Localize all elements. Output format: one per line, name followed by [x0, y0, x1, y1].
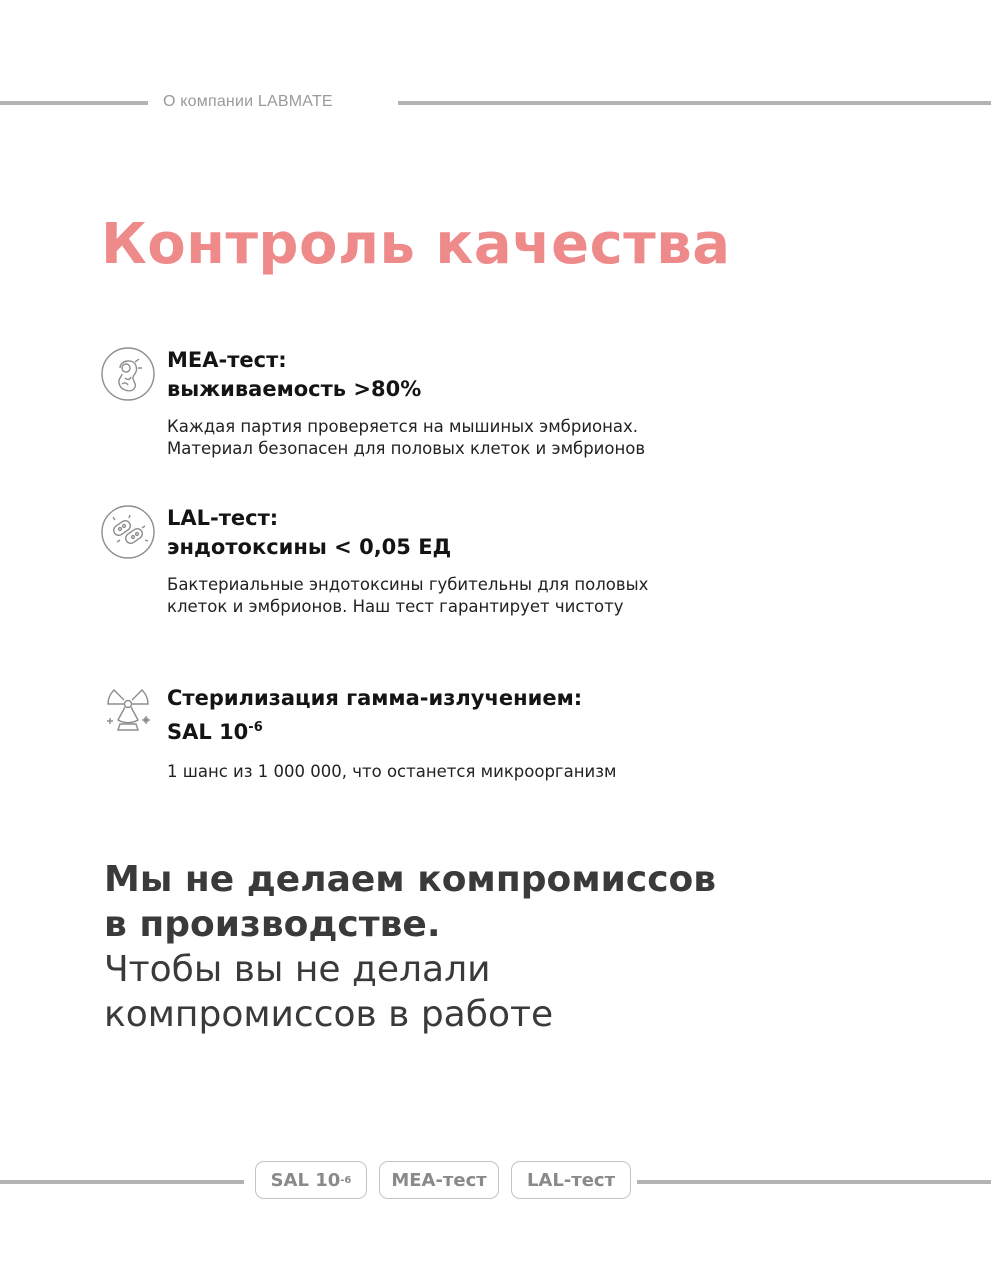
header-rule-left — [0, 101, 148, 105]
page-title: Контроль качества — [101, 212, 731, 277]
closing-bold-line-2: в производстве. — [104, 904, 441, 945]
header-label: О компании LABMATE — [163, 93, 333, 110]
closing-light-line-2: компромиссов в работе — [104, 994, 554, 1035]
footer-tag-lal: LAL-тест — [511, 1161, 631, 1199]
feature-lal-description: Бактериальные эндотоксины губительны для половых клеток и эмбрионов. Наш тест гарантирует чистоту — [167, 575, 649, 616]
feature-lal-title: LAL-тест: эндотоксины < 0,05 ЕД — [167, 506, 452, 559]
bacteria-icon — [100, 504, 156, 560]
feature-gamma-title: Стерилизация гамма-излучением: SAL $10^{-6}$ — [167, 686, 583, 744]
header-rule-right — [398, 101, 991, 105]
footer-rule-right — [637, 1180, 991, 1184]
footer-rule-left — [0, 1180, 244, 1184]
feature-gamma-description: 1 шанс из 1 000 000, что останется микроорганизм — [167, 762, 617, 781]
closing-statement — [104, 857, 804, 1037]
feature-mea-description: Каждая партия проверяется на мышиных эмбрионах. Материал безопасен для половых клеток и эмбрионов — [167, 417, 646, 458]
embryo-icon — [100, 346, 156, 402]
radiation-icon — [100, 684, 156, 740]
footer-tag-mea: MEA-тест — [379, 1161, 499, 1199]
footer-tag-sal: SAL 10 -6 — [255, 1161, 367, 1199]
closing-light-line-1: Чтобы вы не делали — [104, 949, 491, 990]
feature-mea-title: MEA-тест: выживаемость >80% — [167, 348, 422, 401]
closing-bold-line-1: Мы не делаем компромиссов — [104, 859, 717, 900]
